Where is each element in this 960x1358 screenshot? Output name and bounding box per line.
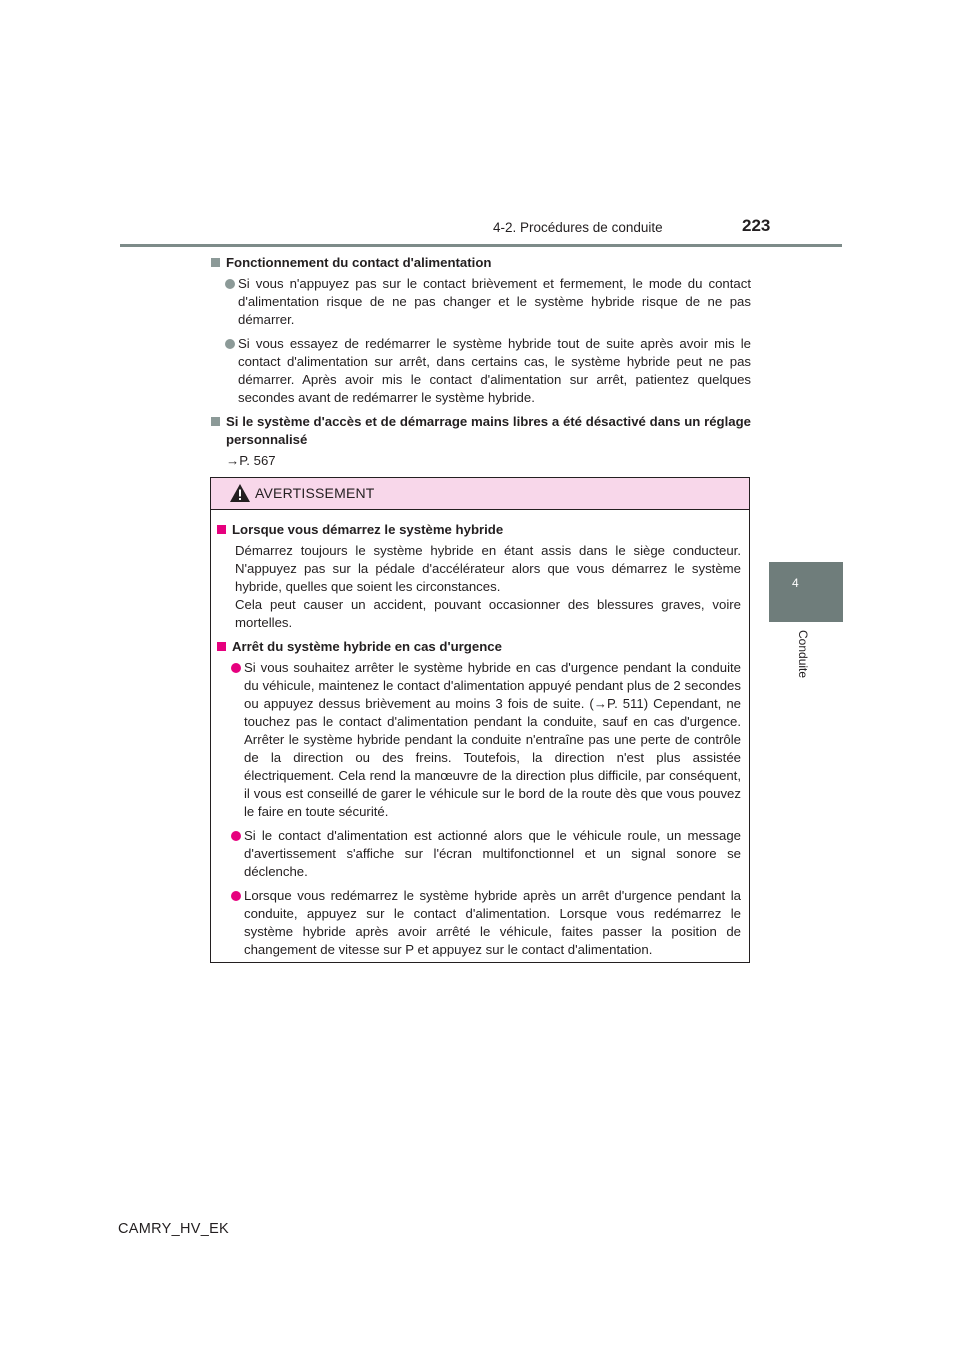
list-item-text: Si vous essayez de redémarrer le système hybride tout de suite après avoir mis le contact d'alimentation sur arrêt, dans certains cas, le système hybride peut ne pas démarrer. Après avoir mis le contact d'alimentation sur arrêt, patientez quelques secondes avant de redémarrer le système hybride. — [238, 336, 751, 405]
list-item-text: Si vous souhaitez arrêter le système hybride en cas d'urgence pendant la conduite du véhicule, maintenez le contact d'alimentation appuyé pendant plus de 2 secondes ou appuyez dessus brièvement au moins 3 fois de suite. (→P. 511) Cependant, ne touchez pas le contact d'alimentation pendant la conduite, sauf en cas d'urgence. Arrêter le système hybride pendant la conduite n'entraîne pas une perte de contrôle de la direction ou des freins. Toutefois, la direction n'est plus assistée électriquement. Cela rend la manœuvre de la direction plus difficile, par conséquent, il vous est conseillé de garer le véhicule sur le bord de la route dès que vous pouvez le faire en toute sécurité. — [244, 660, 741, 819]
warning-title: AVERTISSEMENT — [255, 485, 375, 501]
warning-header — [211, 478, 749, 510]
warning-body — [211, 510, 749, 959]
list-item-text: Si le contact d'alimentation est actionné alors que le véhicule roule, un message d'avertissement s'affiche sur l'écran multifonctionnel et un signal sonore se déclenche. — [244, 828, 741, 879]
chapter-number: 4 — [792, 576, 799, 590]
list-item — [217, 827, 741, 881]
circle-bullet-icon — [225, 279, 235, 289]
chapter-tab — [769, 562, 843, 622]
square-bullet-icon — [217, 525, 226, 534]
warning-paragraph: Démarrez toujours le système hybride en étant assis dans le siège conducteur. N'appuyez pas sur la pédale d'accélérateur alors que vous démarrez le système hybride, quelles que soient les circonstances. — [235, 543, 741, 594]
list-item — [217, 659, 741, 821]
section-title: 4-2. Procédures de conduite — [493, 220, 663, 235]
list-item — [211, 335, 751, 407]
page-number: 223 — [742, 216, 771, 235]
warning-heading-text: Arrêt du système hybride en cas d'urgence — [232, 639, 502, 654]
main-content — [211, 254, 751, 470]
list-item — [217, 887, 741, 959]
circle-bullet-icon — [231, 831, 241, 841]
circle-bullet-icon — [225, 339, 235, 349]
square-bullet-icon — [217, 642, 226, 651]
section-heading — [211, 254, 751, 272]
section-heading-text: Fonctionnement du contact d'alimentation — [226, 255, 492, 270]
list-item-text: Lorsque vous redémarrez le système hybride après un arrêt d'urgence pendant la conduite, appuyez sur le contact d'alimentation. Lorsque vous redémarrez le système hybride après avoir arrêté le véhicule, faites passer la position de changement de vitesse sur P et appuyez sur le contact d'alimentation. — [244, 888, 741, 957]
warning-triangle-icon — [229, 483, 251, 503]
list-item — [211, 275, 751, 329]
warning-box — [210, 477, 750, 963]
square-bullet-icon — [211, 417, 220, 426]
list-item-text: Si vous n'appuyez pas sur le contact brièvement et fermement, le mode du contact d'alimentation risque de ne pas changer et le système hybride risque de ne pas démarrer. — [238, 276, 751, 327]
section-heading — [211, 413, 751, 449]
page-reference-link[interactable]: →P. 567 — [226, 453, 276, 468]
warning-heading-text: Lorsque vous démarrez le système hybride — [232, 522, 504, 537]
header-rule — [120, 244, 842, 247]
warning-paragraph: Cela peut causer un accident, pouvant occasionner des blessures graves, voire mortelles. — [235, 597, 741, 630]
warning-heading — [217, 521, 741, 539]
square-bullet-icon — [211, 258, 220, 267]
warning-heading — [217, 638, 741, 656]
section-heading-text: Si le système d'accès et de démarrage mains libres a été désactivé dans un réglage personnalisé — [226, 414, 751, 447]
chapter-label: Conduite — [796, 630, 810, 679]
circle-bullet-icon — [231, 663, 241, 673]
model-code: CAMRY_HV_EK — [118, 1221, 230, 1237]
circle-bullet-icon — [231, 891, 241, 901]
